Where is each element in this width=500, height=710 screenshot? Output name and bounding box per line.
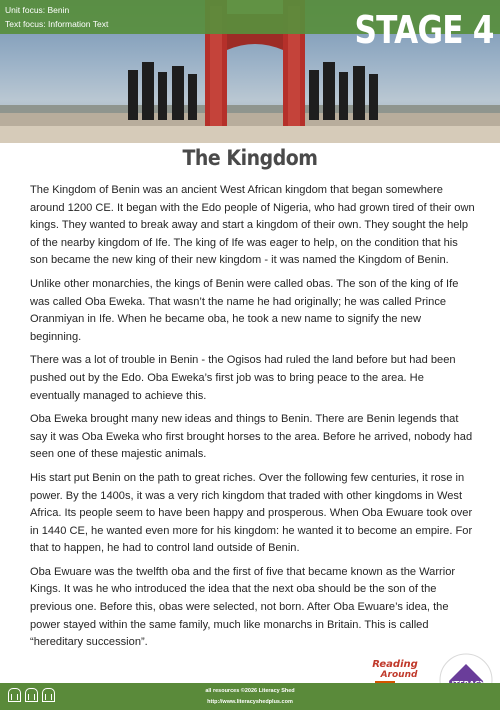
footer-bar [0,683,500,710]
reading-logo-word2: Around [380,670,418,680]
paragraph: Oba Eweka brought many new ideas and things to Benin. There are Benin legends that say it was Oba Eweka who first brought horses to the area. Before he arrived, nobody had seen one of these majestic animals. [30,413,473,461]
footer-url[interactable]: http://www.literacyshedplus.com [207,699,293,705]
header-banner [0,0,500,143]
footer-copyright: all resources ©2026 Literacy Shed [205,688,295,694]
text-focus-label: Text focus: Information Text [5,19,109,29]
stage-label: STAGE 4 [354,8,494,52]
paragraph: Unlike other monarchies, the kings of Benin were called obas. The son of the king of Ife was called Oba Eweka. That wasn’t the name he had originally; he was called Prince Oranmiyan in Ife. When he became oba, he took a new name to signify the new beginning. [30,277,459,343]
paragraph: The Kingdom of Benin was an ancient West African kingdom that began somewhere around 1200 CE. It began with the Edo people of Nigeria, who had grown tired of their own kings. They wanted to break away and start a kingdom of their own. They sought the help of the nearby kingdom of Ife. The king of Ife was eager to help, on the condition that his son became the new king of their new kingdom - it was named the Kingdom of Benin. [30,184,475,267]
article-body [30,182,475,658]
paragraph: There was a lot of trouble in Benin - the Ogisos had ruled the land before but had been pushed out by the Edo. Oba Eweka’s first job was to bring peace to the area. He eventually managed to achieve this. [30,354,456,402]
unit-focus-label: Unit focus: Benin [5,5,70,15]
reading-logo-word1: Reading [372,659,418,670]
page-title: The Kingdom [182,146,318,170]
paragraph: Oba Ewuare was the twelfth oba and the first of five that became known as the Warrior Kings. It was he who introduced the idea that the next oba should be the son of the previous one. Before this, obas were selected, not born. After Oba Ewuare’s idea, the power stayed within the same family, much like monarchs in Britain. This is called “hereditary succession”. [30,565,456,649]
paragraph: His start put Benin on the path to great riches. Over the following few centuries, it rose in power. By the 1400s, it was a very rich kingdom that traded with other kingdoms in West Africa. Its people seem to have been happy and prosperous. When Oba Ewuare took over in 1440 CE, he wanted even more for his kingdom: he wanted it to become an empire. For that to happen, he had to control land outside of Benin. [30,471,473,555]
